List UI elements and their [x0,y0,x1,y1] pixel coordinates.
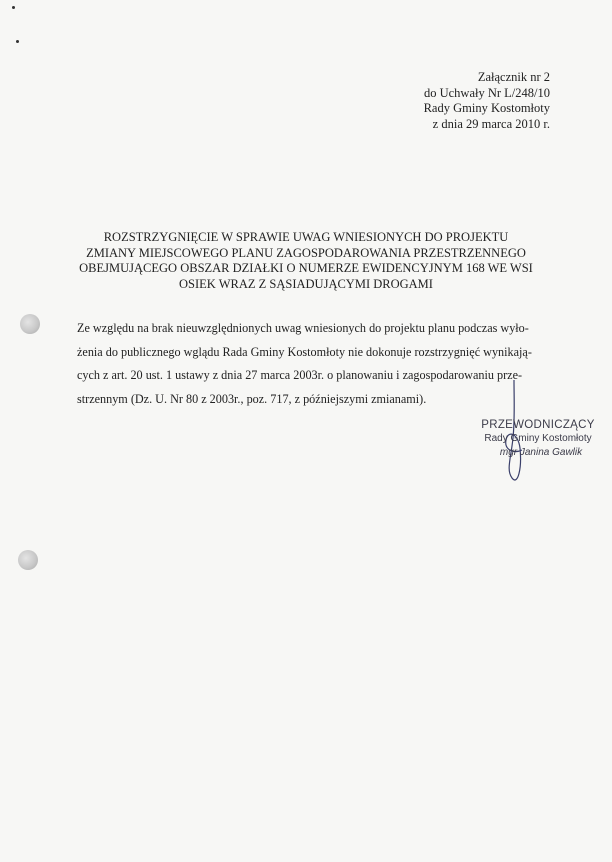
title-line: ROZSTRZYGNIĘCIE W SPRAWIE UWAG WNIESIONYCH DO PROJEKTU [103,230,509,244]
stamp-role: PRZEWODNICZĄCY [481,419,595,431]
stamp-council: Rady Gminy Kostomłoty [484,433,592,444]
attachment-number: Załącznik nr 2 [477,70,550,84]
stamp-signatory: mgr Janina Gawlik [499,447,583,458]
title-line: ZMIANY MIEJSCOWEGO PLANU ZAGOSPODAROWANIA PRZESTRZENNEGO [86,245,526,260]
title-line: OBEJMUJĄCEGO OBSZAR DZIAŁKI O NUMERZE EWIDENCYJNYM 168 WE WSI [79,261,533,275]
council-name: Rady Gminy Kostomłoty [423,101,550,115]
title-line: OSIEK WRAZ Z SĄSIADUJĄCYMI DROGAMI [179,276,433,291]
chairman-stamp [478,418,598,488]
body-paragraph [77,317,551,411]
body-line: żenia do publicznego wglądu Rada Gminy Kostomłoty nie dokonuje rozstrzygnięć wynikają- [77,344,532,359]
body-line: Ze względu na brak nieuwzględnionych uwag wniesionych do projektu planu podczas wyło- [77,321,529,335]
resolution-date: z dnia 29 marca 2010 r. [432,116,550,131]
attachment-header [424,70,550,132]
body-line: strzennym (Dz. U. Nr 80 z 2003r., poz. 717, z późniejszymi zmianami). [77,391,427,406]
body-line: cych z art. 20 ust. 1 ustawy z dnia 27 marca 2003r. o planowaniu i zagospodarowaniu prze- [77,368,523,382]
punch-hole-bottom [18,550,38,570]
punch-hole-top [20,314,40,334]
resolution-number: do Uchwały Nr L/248/10 [423,85,550,100]
scan-speck [12,6,15,9]
document-title [60,230,552,292]
scan-speck [16,40,19,43]
